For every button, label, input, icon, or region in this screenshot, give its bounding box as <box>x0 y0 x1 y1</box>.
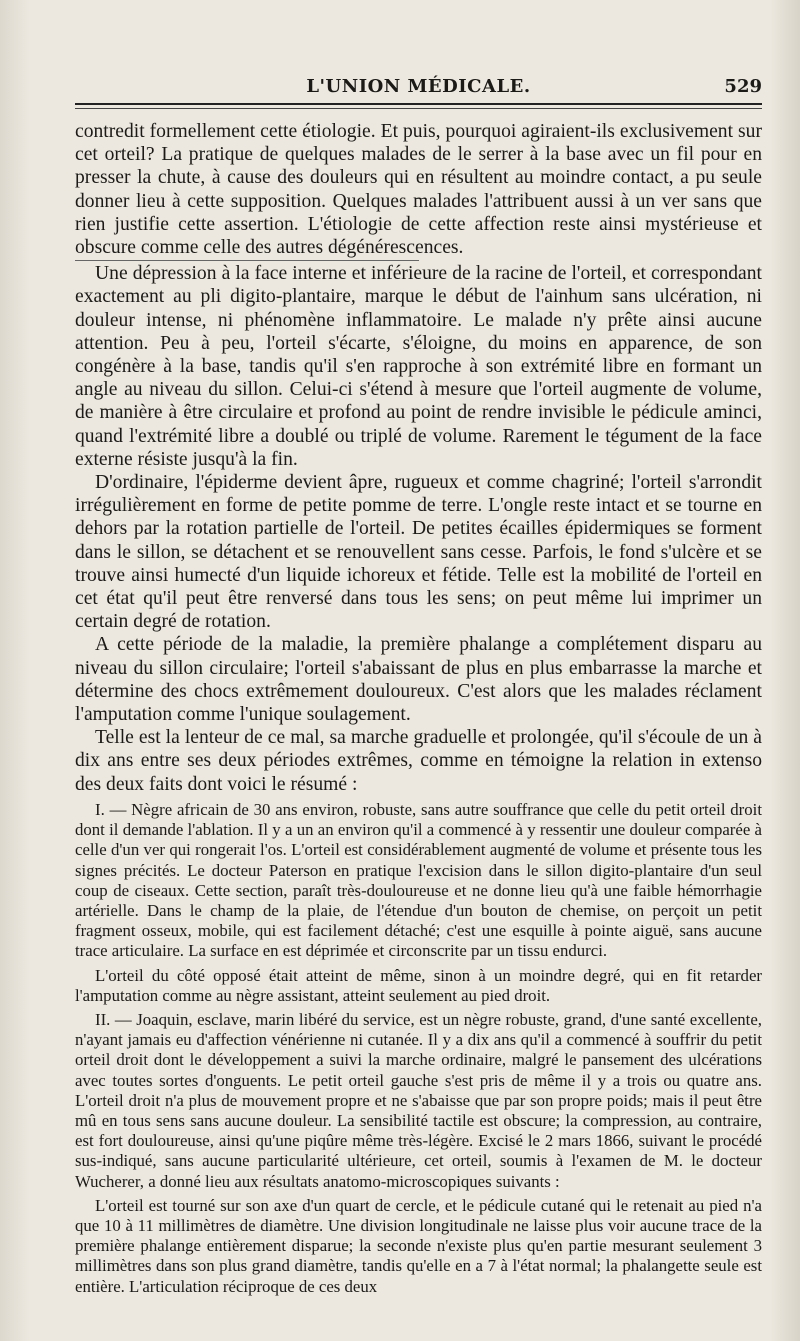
section-divider <box>75 260 419 261</box>
running-header <box>75 76 762 100</box>
paragraph-duration: Telle est la lenteur de ce mal, sa marche graduelle et prolongée, qu'il s'écoule de un à dix ans entre ses deux périodes extrêmes, comme en témoigne la relation in extenso des deux faits dont voici le résumé : <box>75 727 762 795</box>
header-rule-thick <box>75 103 762 105</box>
case-two-anatomy: L'orteil est tourné sur son axe d'un quart de cercle, et le pédicule cutané qui le retenait au pied n'a que 10 à 11 millimètres de diamètre. Une division longitudinale ne laisse plus voir aucune trace de la première phalange entièrement disparue; la seconde n'existe plus qu'en partie mesurant seulement 3 millimètres dans son plus grand diamètre, tandis qu'elle en a 7 à l'état normal; la phalangette seule est entière. L'articulation réciproque de ces deux <box>75 1195 762 1296</box>
paragraph-epidermis: D'ordinaire, l'épiderme devient âpre, rugueux et comme chagriné; l'orteil s'arrondit irrégulièrement en forme de petite pomme de terre. L'ongle reste intact et se tourne en dehors par la rotation partielle de l'orteil. De petites écailles épidermiques se forment dans le sillon, se détachent et se renouvellent sans cesse. Parfois, le fond s'ulcère et se trouve ainsi humecté d'un liquide ichoreux et fétide. Telle est la mobilité de l'orteil en cet état qu'il peut être renversé dans tous les sens; on peut même lui imprimer un certain degré de rotation. <box>75 472 762 633</box>
paragraph-phalanx-disappearance: A cette période de la maladie, la première phalange a complétement disparu au niveau du sillon circulaire; l'orteil s'abaissant de plus en plus embarrasse la marche et détermine des chocs extrêmement douloureux. C'est alors que les malades réclament l'amputation comme l'unique soulagement. <box>75 634 762 726</box>
case-one-followup: L'orteil du côté opposé était atteint de même, sinon à un moindre degré, qui en fit retarder l'amputation comme au nègre assistant, atteint seulement au pied droit. <box>75 965 762 1005</box>
article-body <box>75 120 762 1297</box>
page-number: 529 <box>724 76 762 97</box>
case-two: II. — Joaquin, esclave, marin libéré du service, est un nègre robuste, grand, d'une santé excellente, n'ayant jamais eu d'affection vénérienne ni cutanée. Il y a dix ans qu'il a commencé à souffrir du petit orteil droit dont le développement a suivi la marche ordinaire, malgré le pansement des ulcérations avec toutes sortes d'onguents. Le petit orteil gauche s'est pris de même il y a trois ou quatre ans. L'orteil droit n'a plus de mouvement propre et ne s'abaisse que par son propre poids; mais il peut être mû en tous sens sans aucune douleur. La sensibilité tactile est obscure; la compression, au contraire, est fort douloureuse, ainsi qu'une piqûre même très-légère. Excisé le 2 mars 1866, suivant le procédé sus-indiqué, sans aucune particularité ultérieure, cet orteil, soumis à l'examen de M. le docteur Wucherer, a donné lieu aux résultats anatomo-microscopiques suivants : <box>75 1009 762 1191</box>
paragraph-etiology-continued: contredit formellement cette étiologie. Et puis, pourquoi agiraient-ils exclusivement sur cet orteil? La pratique de quelques malades de le serrer à la base avec un fil pour en presser la chute, à cause des douleurs qui en résultent au moindre contact, a pu seule donner lieu à cette supposition. Quelques malades l'attribuent aussi à un ver sans que rien justifie cette assertion. L'étiologie de cette affection reste ainsi mystérieuse et obscure comme celle des autres dégénérescences. <box>75 121 762 259</box>
case-one: I. — Nègre africain de 30 ans environ, robuste, sans autre souffrance que celle du petit orteil droit dont il demande l'ablation. Il y a un an environ qu'il a commencé à y ressentir une douleur comparée à celle d'un ver qui rongerait l'os. L'orteil est considérablement augmenté de volume et présente tous les signes précités. Le docteur Paterson en pratique l'excision dans le sillon digito-plantaire d'un seul coup de ciseaux. Cette section, paraît très-douloureuse et ne donne lieu qu'à une faible hémorrhagie artérielle. Dans le champ de la plaie, de l'étendue d'un bouton de chemise, on perçoit un petit fragment osseux, mobile, qui est facilement détaché; c'est une esquille à pointe aiguë, sans aucune trace articulaire. La surface en est déprimée et circonscrite par un tissu endurci. <box>75 799 762 961</box>
paragraph-onset: Une dépression à la face interne et inférieure de la racine de l'orteil, et correspondant exactement au pli digito-plantaire, marque le début de l'ainhum sans ulcération, ni douleur intense, ni phénomène inflammatoire. Le malade n'y prête ainsi aucune attention. Peu à peu, l'orteil s'écarte, s'éloigne, du moins en apparence, de son congénère à la base, tandis qu'il s'en rapproche à son extrémité libre en formant un angle au niveau du sillon. Celui-ci s'étend à mesure que l'orteil augmente de volume, de manière à être circulaire et profond au point de rendre invisible le pédicule aminci, quand l'extrémité libre a doublé ou triplé de volume. Rarement le tégument de la face externe résiste jusqu'à la fin. <box>75 263 762 470</box>
header-rule-thin <box>75 108 762 109</box>
journal-title: L'UNION MÉDICALE. <box>306 76 531 97</box>
